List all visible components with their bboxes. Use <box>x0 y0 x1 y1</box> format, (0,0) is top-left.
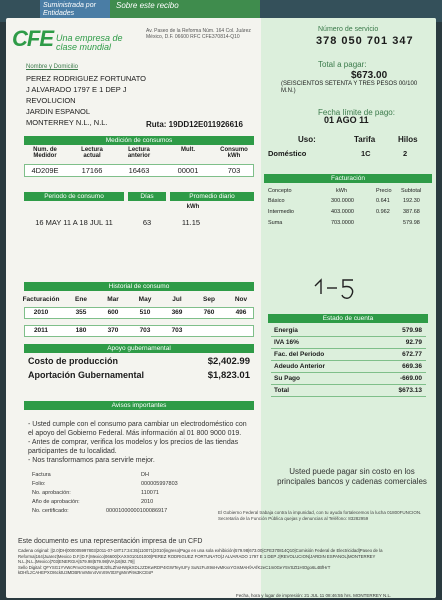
history-cell: 355 <box>75 309 87 316</box>
reading-current-header: Lectura actual <box>81 147 103 159</box>
digital-seal: Sello Digital: QFYSG1YVWcPmvzOXKBgHEJ2hLZhsHWpkXDLzZDKwRDP4IGWTeyrUFy SuNzFuX9nHvMKvxYGIsMAHfAAfK2eC1m0GeY5VSZt1HtOgo6L4BfHrT kDHfLzCAHEPXOI6cktU3MDBRmrMnn4VmX9Vt0zFgMmPi9s3KCEsP <box>18 564 331 575</box>
total-in-words: (SEISCIENTOS SETENTA Y TRES PESOS 00/100 M.N.) <box>281 81 418 94</box>
customer-block <box>26 62 256 128</box>
daily-average: 11.15 <box>181 218 201 227</box>
period-range: 16 MAY 11 A 18 JUL 11 <box>35 218 113 227</box>
notice-item: - Antes de comprar, verifica los modelos y los precios de las tiendas participantes de tu localidad. <box>28 439 239 455</box>
company-address: Av. Paseo de la Reforma Núm. 164 Col. Juárez México, D.F. 06600 RFC CFE370814-Q10 <box>146 28 251 40</box>
fiscal-value: 2010 <box>141 499 154 505</box>
fact-cell: 192.30 <box>403 198 420 204</box>
notices <box>28 420 253 465</box>
due-date-label: Fecha límite de pago: <box>318 108 395 117</box>
customer-label: Nombre y Domicilio <box>26 64 79 70</box>
service-number: 378 050 701 347 <box>316 35 414 47</box>
history-header: Ene <box>75 296 87 303</box>
account-value: 579.98 <box>402 327 422 334</box>
fact-header: Concepto <box>268 188 292 194</box>
fact-header: Subtotal <box>401 188 422 194</box>
production-cost-label: Costo de producción <box>28 356 118 366</box>
electricity-bill <box>6 18 436 598</box>
fact-cell: 0.962 <box>376 209 390 215</box>
uso-label: Uso: <box>298 135 316 144</box>
logo-text: CFE <box>12 26 53 51</box>
account-label: Total <box>274 387 290 394</box>
account-label: Fac. del Periodo <box>274 351 325 358</box>
fiscal-label: Factura <box>32 472 51 478</box>
consumption-header: Consumo kWh <box>220 147 248 159</box>
customer-address-line: MONTERREY N.L., N.L. <box>26 118 108 127</box>
section-header-promedio: Promedio diario <box>170 192 254 201</box>
account-row <box>271 386 426 397</box>
fiscal-value: 110071 <box>141 490 159 496</box>
total-amount: $673.00 <box>351 70 388 81</box>
period-days: 63 <box>142 218 152 227</box>
history-cell: 510 <box>139 309 151 316</box>
section-header-historial: Historial de consumo <box>24 282 254 291</box>
account-row <box>271 374 426 385</box>
fact-cell: Básico <box>268 198 285 204</box>
reading-previous-header: Lectura anterior <box>127 147 151 159</box>
fiscal-value: 00001000000100086917 <box>106 508 168 514</box>
reading-current: 17166 <box>81 166 103 175</box>
history-cell: 703 <box>139 327 151 334</box>
tarifa-label: Tarifa <box>354 135 376 144</box>
account-row <box>271 350 426 361</box>
account-row <box>271 338 426 349</box>
account-value: 92.79 <box>405 339 422 346</box>
section-header-avisos: Avisos importantes <box>24 401 254 410</box>
history-cell: 370 <box>107 327 119 334</box>
fact-cell: 403.0000 <box>331 209 354 215</box>
consumption-kwh: 703 <box>227 166 241 175</box>
hilos-value: 2 <box>403 149 408 158</box>
section-header-periodo: Periodo de consumo <box>24 192 124 201</box>
due-date: 01 AGO 11 <box>324 115 369 125</box>
government-notice: El Gobierno Federal trabaja contra la impunidad, con tu ayuda fortalecemos la lucha 01800FUNCION. Secretaría de la Función Pública quejas y denuncias al Teléfono: 83282959 <box>218 510 422 521</box>
meter-header: Num. de Medidor <box>33 147 57 159</box>
account-value: -669.00 <box>399 375 422 382</box>
account-value: 672.77 <box>402 351 422 358</box>
background-flyer: Sobre este recibo <box>110 0 260 20</box>
history-header: Jul <box>172 296 182 303</box>
fact-header: kWh <box>336 188 347 194</box>
customer-address-line: J ALVARADO 1797 E 1 DEP J <box>26 85 127 94</box>
tarifa-value: 1C <box>361 149 371 158</box>
original-chain: Cadena original: ||2.0|DH|000005997803|2011-07-18T17:34:35|110071|2010|ingreso|Pago en una sola exhibición|579.98|673.00|CFE370814Q10|Comisión Federal de Electricidad|Paseo de la Reforma|164|Juarez|Mexico D.F.|D.F.|Mexico|06600|XAXX010101000|PEREZ RODRIGUEZ FORTUNATO|J ALVARADO 1797 E 1 DEP J|REVOLUCION|JARDIN ESPANOL|MONTERREY N.L.|N.L.|Mexico|703|ENERGIA|579.98|579.98|IVA|16|92.79|| <box>18 548 383 564</box>
fact-cell: 703.0000 <box>331 220 354 226</box>
history-cell: 180 <box>75 327 87 334</box>
section-header-consumo: Medición de consumos <box>24 136 254 145</box>
history-header: Mar <box>107 296 119 303</box>
history-cell: 760 <box>203 309 215 316</box>
service-label: Número de servicio <box>318 26 379 33</box>
account-row <box>271 326 426 337</box>
account-label: Su Pago <box>274 375 301 382</box>
history-row <box>22 327 252 335</box>
history-header: May <box>138 296 152 303</box>
section-header-estado: Estado de cuenta <box>268 314 428 323</box>
fiscal-label: No. aprobación: <box>32 490 71 496</box>
history-cell: 2010 <box>33 309 49 316</box>
account-value: 669.36 <box>402 363 422 370</box>
fiscal-label: No. certificado: <box>32 508 69 514</box>
history-cell: 2011 <box>33 327 49 334</box>
fact-cell: 0.641 <box>376 198 390 204</box>
section-header-dias: Días <box>128 192 166 201</box>
print-date: Fecha, hora y lugar de impresión: 21 JUL 11 08:46:55 hrs. MONTERREY N.L. <box>236 593 392 598</box>
notice-item: - Usted cumple con el consumo para cambiar un electrodoméstico con el apoyo del Gobierno Federal. Más información al 01 800 9000 019. <box>28 421 247 437</box>
production-cost: $2,402.99 <box>207 356 250 367</box>
customer-address-line: JARDIN ESPANOL <box>26 107 91 116</box>
handwritten-stroke <box>342 280 353 298</box>
fact-cell: 300.0000 <box>331 198 354 204</box>
mult-header: Mult. <box>181 147 195 153</box>
notice-item: - Nos transformamos para servirle mejor. <box>28 457 155 464</box>
fiscal-label: Folio: <box>32 481 46 487</box>
history-header-row <box>22 296 252 304</box>
reading-previous: 16463 <box>128 166 150 175</box>
customer-address-line: REVOLUCION <box>26 96 76 105</box>
uso-value: Doméstico <box>268 149 307 158</box>
fiscal-value: 000005997803 <box>141 481 178 487</box>
fact-header: Precio <box>376 188 392 194</box>
account-row <box>271 362 426 373</box>
multiplier: 00001 <box>177 166 199 175</box>
payment-locations: Usted puede pagar sin costo en los principales bancos y cadenas comerciales <box>277 467 427 486</box>
account-label: IVA 16% <box>274 339 299 346</box>
fact-cell: 387.68 <box>403 209 420 215</box>
background-flyer: Suministrada por Entidades <box>40 0 110 20</box>
digital-invoice-footer <box>6 538 436 598</box>
handwritten-drawing <box>311 274 371 304</box>
handwritten-note <box>311 274 371 309</box>
fiscal-label: Año de aprobación: <box>32 499 80 505</box>
kwh-label: kWh <box>186 204 200 210</box>
hilos-label: Hilos <box>398 135 418 144</box>
history-cell: 496 <box>235 309 247 316</box>
section-header-apoyo: Apoyo gubernamental <box>24 344 254 353</box>
fact-cell: Suma <box>268 220 283 226</box>
government-support: $1,823.01 <box>207 370 250 381</box>
section-header-facturacion: Facturación <box>264 174 432 183</box>
total-label: Total a pagar: <box>318 60 367 69</box>
customer-name: PEREZ RODRIGUEZ FORTUNATO <box>26 74 147 83</box>
fact-cell: Intermedio <box>268 209 294 215</box>
account-value: $673.13 <box>398 387 422 394</box>
handwritten-stroke <box>315 280 321 294</box>
footer-strings <box>18 548 418 588</box>
government-support-label: Aportación Gubernamental <box>28 370 145 380</box>
fiscal-value: DH <box>141 472 149 478</box>
tagline: Una empresa de clase mundial <box>56 33 123 52</box>
cfe-logo <box>12 26 126 52</box>
history-cell: 600 <box>107 309 119 316</box>
account-label: Energía <box>274 327 298 334</box>
history-header: Nov <box>234 296 248 303</box>
account-label: Adeudo Anterior <box>274 363 326 370</box>
footer-title: Este documento es una representación impresa de un CFD <box>18 538 203 545</box>
history-cell: 703 <box>171 327 183 334</box>
history-header: Facturación <box>22 296 60 303</box>
route-code: Ruta: 19DD12E011926616 <box>146 120 243 129</box>
history-row <box>22 309 252 317</box>
history-cell: 369 <box>171 309 183 316</box>
meter-number: 4D209E <box>31 166 59 175</box>
history-header: Sep <box>203 296 215 303</box>
fact-cell: 579.98 <box>403 220 420 226</box>
